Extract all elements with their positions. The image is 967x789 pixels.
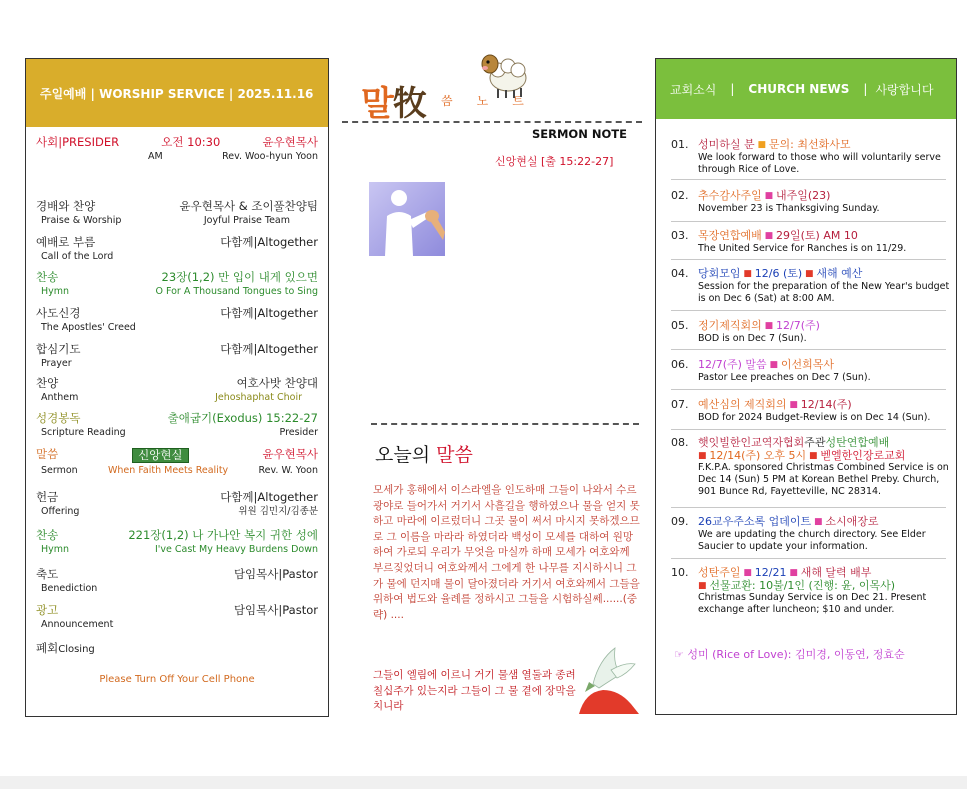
sermon-note-label: SERMON NOTE <box>532 127 627 141</box>
worship-item-anthem: 찬양 여호사밧 찬양대 Anthem Jehoshaphat Choir <box>36 376 318 403</box>
scripture-passage-continued: 그들이 엘림에 이르니 거기 물샘 열둘과 종려 칠십주가 있는지라 그들이 그 물 곁에 장막을 치니라 <box>373 669 576 713</box>
worship-item-offering: 헌금 다함께|Altogether Offering 위원 김민지/김종분 <box>36 490 318 517</box>
worship-item-scripture: 성경봉독 출애굽기(Exodus) 15:22-27 Scripture Reading Presider <box>36 411 318 438</box>
scripture-passage: 모세가 홍해에서 이스라엘을 인도하매 그들이 나와서 수르 광야로 들어가서 거기서 사흘길을 행하였으나 물을 얻지 못하고 마라에 이르렀더니 그곳 물이 써서 마시지 못하겠으므로 그 이름을 마라라 하였더라 백성이 모세를 대하여 원망하여 가로되 우리가 무엇을 마실까 하매 모세가 여호와께 부르짖었더니 여호와께서 그에게 한 나무를 지시하시니 그가 물에 던지매 물이 달아졌더라 거기서 여호와께서 그들을 위하여 법도와 율례를 정하시고 그들을 시험하실쎄......(중략) .... <box>373 484 640 621</box>
worship-item-benediction: 축도 담임목사|Pastor Benediction <box>36 567 318 594</box>
dove-illustration <box>575 640 643 714</box>
bottom-band <box>0 776 967 789</box>
news-item-05: 05. 정기제직회의 ■ 12/7(주) BOD is on Dec 7 (Sun). <box>671 319 820 344</box>
news-item-07: 07. 예산심의 제직회의 ■ 12/14(주) BOD for 2024 Budget-Review is on Dec 14 (Sun). <box>671 398 931 423</box>
news-item-02: 02. 추수감사주일 ■ 내주일(23) November 23 is Thanksgiving Sunday. <box>671 189 880 214</box>
worship-panel <box>25 58 329 717</box>
today-word-title: 오늘의 말씀 <box>375 444 473 466</box>
worship-item-call: 예배로 부름 다함께|Altogether Call of the Lord <box>36 235 318 262</box>
news-item-10: 10. 성탄주일 ■ 12/21 ■ 새해 달력 배부 ■ 선물교환: 10불/1인 (진행: 윤, 이목사) Christmas Sunday Service is on Dec 21. Present exchange after luncheon; $10 and under. <box>671 566 927 615</box>
scripture-reference: 신앙현실 [출 15:22-27] <box>495 155 614 168</box>
divider <box>671 349 946 350</box>
worship-header: 주일예배 | WORSHIP SERVICE | 2025.11.16 <box>26 59 328 127</box>
divider <box>671 259 946 260</box>
masthead-title: 말牧 <box>361 84 426 124</box>
worship-item-praise: 경배와 찬양 윤우현목사 & 조이풀찬양팀 Praise & Worship Joyful Praise Team <box>36 199 318 226</box>
news-item-03: 03. 목장연합예배 ■ 29일(토) AM 10 The United Service for Ranches is on 11/29. <box>671 229 907 254</box>
news-header: 교회소식 | CHURCH NEWS | 사랑합니다 <box>656 59 956 119</box>
sermon-title-highlight: 신앙현실 <box>132 448 188 463</box>
hand-pointer-icon: ☞ <box>674 648 684 661</box>
helping-hand-illustration <box>369 182 445 256</box>
worship-item-closing: 폐회Closing <box>36 641 95 655</box>
divider <box>671 558 946 559</box>
worship-item-presider: 사회|PRESIDER 오전 10:30 윤우현목사 AM Rev. Woo-hyun Yoon <box>36 135 318 162</box>
news-item-08: 08. 햇잇빌한인교역자협회 주관 성탄연합예배 ■ 12/14(주) 오후 5시 ■ 벧엘한인장로교회 F.K.P.A. sponsored Christmas Combined Service is on Dec 14 (Sun) 5 PM at Korean Bethel Preby. Church, 901 Bunce Rd, Fayetteville, NC 28314. <box>671 436 949 497</box>
news-item-04: 04. 당회모임 ■ 12/6 (토) ■ 새해 예산 Session for the preparation of the New Year's budget is on Dec 6 (Sat) at 8:00 AM. <box>671 267 950 304</box>
divider <box>371 423 639 425</box>
worship-item-hymn2: 찬송 221장(1,2) 나 가나안 복지 귀한 성에 Hymn I've Cast My Heavy Burdens Down <box>36 528 318 555</box>
sheep-icon <box>478 54 534 100</box>
divider <box>671 310 946 311</box>
news-item-01: 01. 성미하실 분 ■ 문의: 최선화사모 We look forward to those who will voluntarily serve through Rice of Love. <box>671 138 941 175</box>
phone-notice: Please Turn Off Your Cell Phone <box>99 674 255 685</box>
masthead-subtitle: 씀 노 트 <box>441 94 524 108</box>
church-news-panel <box>655 58 957 715</box>
worship-item-prayer: 합심기도 다함께|Altogether Prayer <box>36 342 318 369</box>
worship-item-announcement: 광고 담임목사|Pastor Announcement <box>36 603 318 630</box>
worship-item-sermon: 말씀 신앙현실 윤우현목사 Sermon When Faith Meets Reality Rev. W. Yoon <box>36 447 318 476</box>
news-item-06: 06. 12/7(주) 말씀 ■ 이선희목사 Pastor Lee preaches on Dec 7 (Sun). <box>671 358 871 383</box>
rice-of-love-line: ☞ 성미 (Rice of Love): 김미경, 이동연, 정효순 <box>674 648 905 661</box>
divider <box>671 389 946 390</box>
divider <box>671 221 946 222</box>
worship-item-creed: 사도신경 다함께|Altogether The Apostles' Creed <box>36 306 318 333</box>
worship-item-hymn1: 찬송 23장(1,2) 만 입이 내게 있으면 Hymn O For A Thousand Tongues to Sing <box>36 270 318 297</box>
news-item-09: 09. 26교우주소록 업데이트 ■ 소시애장로 We are updating the church directory. See Elder Saucier to update your information. <box>671 515 926 552</box>
divider <box>671 507 946 508</box>
divider <box>342 121 642 123</box>
divider <box>671 179 946 180</box>
divider <box>671 429 946 430</box>
